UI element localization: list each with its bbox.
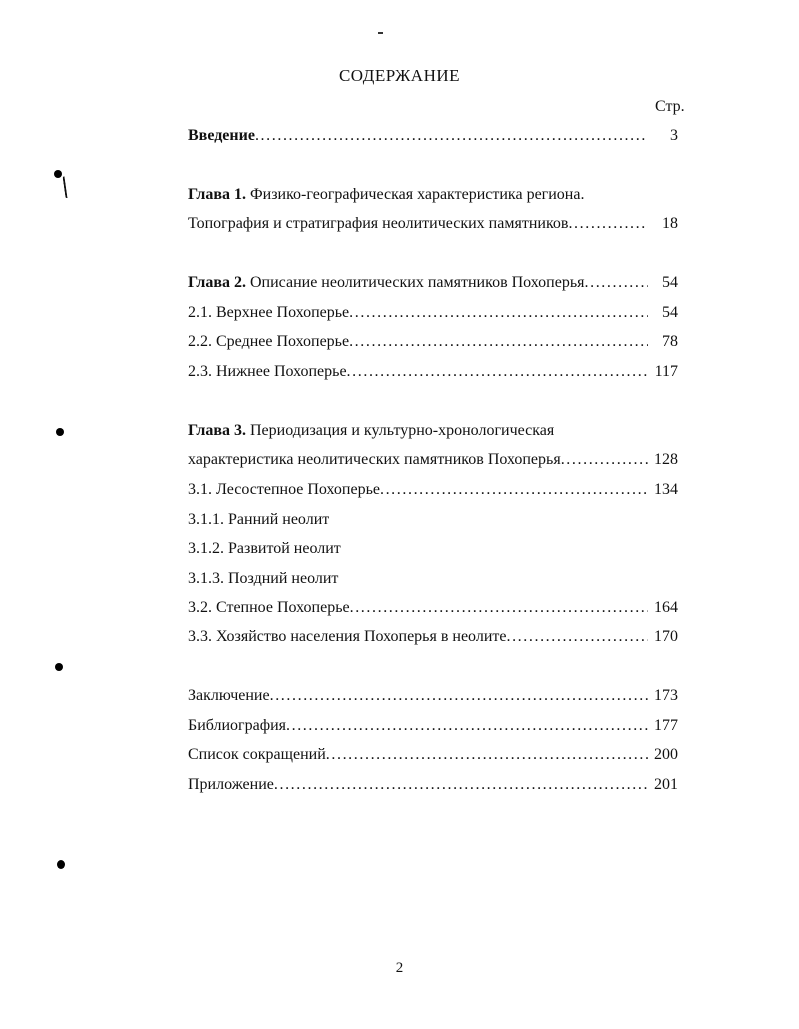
toc-entry-3-1[interactable]	[188, 481, 678, 503]
toc-label: Приложение	[188, 776, 274, 793]
toc-page-number: 200	[654, 746, 678, 763]
toc-page-number: 164	[654, 599, 678, 616]
toc-leader	[255, 127, 648, 145]
toc-label: 3.1. Лесостепное Похоперье	[188, 481, 380, 498]
toc-page-number: 177	[654, 717, 678, 734]
toc-page-number: 54	[662, 304, 678, 321]
toc-label: 3.3. Хозяйство населения Похоперья в неолите	[188, 628, 507, 645]
toc-label: Топография и стратиграфия неолитических памятников	[188, 215, 569, 232]
toc-label: характеристика неолитических памятников Похоперья	[188, 451, 561, 468]
punch-hole-mark	[56, 428, 64, 436]
toc-page-number: 201	[654, 776, 678, 793]
toc-leader	[326, 746, 648, 764]
toc-leader	[286, 717, 648, 735]
toc-label: Глава 2. Описание неолитических памятников Похоперья	[188, 274, 585, 291]
page-title: СОДЕРЖАНИЕ	[338, 66, 461, 85]
toc-entry-3-2[interactable]	[188, 599, 678, 621]
chapter-prefix: Глава 3.	[188, 422, 246, 439]
toc-page-number: 134	[654, 481, 678, 498]
toc-leader	[561, 451, 648, 469]
toc-page-number: 3	[670, 127, 678, 144]
toc-leader	[349, 304, 648, 322]
toc-leader	[274, 776, 648, 794]
toc-page-number: 18	[662, 215, 678, 232]
scan-artifact	[378, 32, 383, 34]
toc-label: Список сокращений	[188, 746, 326, 763]
toc-entry-conclusion[interactable]	[188, 687, 678, 709]
page-number-footer: 2	[395, 960, 404, 976]
toc-leader	[585, 274, 649, 292]
toc-entry-2-1[interactable]	[188, 304, 678, 326]
toc-leader	[270, 687, 648, 705]
toc-entry-bibliography[interactable]	[188, 717, 678, 739]
toc-label: Заключение	[188, 687, 270, 704]
toc-label: Физико-географическая характеристика региона.	[246, 186, 585, 203]
toc-label: 2.1. Верхнее Похоперье	[188, 304, 350, 321]
toc-entry-3-3[interactable]	[188, 628, 678, 650]
punch-hole-mark	[57, 860, 65, 869]
toc-leader	[568, 215, 648, 233]
toc-entry-intro[interactable]	[188, 127, 678, 149]
toc-entry-3-1-2[interactable]: 3.1.2. Развитой неолит	[188, 540, 341, 557]
toc-page-number: 78	[662, 333, 678, 350]
toc-label: 3.2. Степное Похоперье	[188, 599, 350, 616]
page-column-label: Стр.	[655, 98, 685, 115]
toc-entry-ch3-line1[interactable]	[188, 422, 554, 444]
toc-page-number: 117	[654, 363, 678, 380]
toc-entry-2-2[interactable]	[188, 333, 678, 355]
toc-leader	[347, 363, 648, 381]
toc-leader	[380, 481, 648, 499]
toc-label: Периодизация и культурно-хронологическая	[246, 422, 555, 439]
punch-hole-mark	[54, 170, 62, 178]
toc-label: Библиография	[188, 717, 286, 734]
toc-label: 2.3. Нижнее Похоперье	[188, 363, 347, 380]
toc-leader	[349, 333, 648, 351]
toc-entry-abbreviations[interactable]	[188, 746, 678, 768]
toc-leader	[350, 599, 648, 617]
toc-entry-ch1[interactable]	[188, 215, 678, 237]
toc-page-number: 128	[654, 451, 678, 468]
toc-entry-ch1-line1[interactable]	[188, 186, 584, 208]
toc-entry-2-3[interactable]	[188, 363, 678, 385]
toc-label: 2.2. Среднее Похоперье	[188, 333, 350, 350]
toc-entry-3-1-3[interactable]: 3.1.3. Поздний неолит	[188, 570, 339, 587]
scan-artifact	[62, 176, 71, 199]
toc-entry-3-1-1[interactable]: 3.1.1. Ранний неолит	[188, 511, 330, 528]
chapter-prefix: Глава 1.	[188, 186, 246, 203]
toc-page-number: 170	[654, 628, 678, 645]
toc-page-number: 173	[654, 687, 678, 704]
toc-entry-appendix[interactable]	[188, 776, 678, 798]
toc-leader	[506, 628, 648, 646]
toc-entry-ch2[interactable]	[188, 274, 678, 296]
toc-entry-ch3[interactable]	[188, 451, 678, 473]
toc-page-number: 54	[662, 274, 678, 291]
toc-label: Введение	[188, 127, 255, 144]
punch-hole-mark	[55, 663, 63, 671]
